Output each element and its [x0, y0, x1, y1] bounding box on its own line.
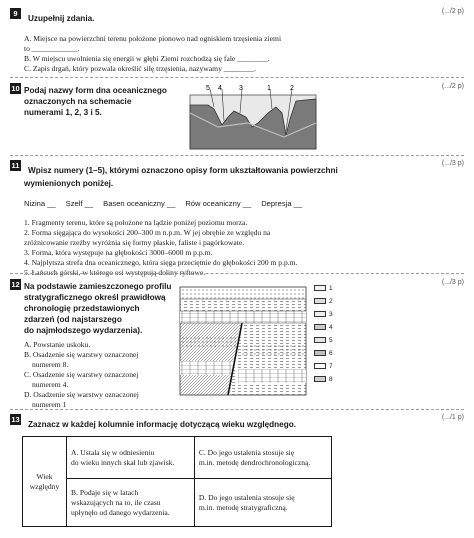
layer-right-block	[230, 323, 306, 395]
cell-d[interactable]: D. Do jego ustalenia stosuje się m.in. metodę stratygraficzną.	[194, 479, 331, 527]
q9-points: (.../2 p)	[441, 8, 464, 15]
q10-title-line-3: numerami 1, 2, 3 i 5.	[24, 108, 102, 117]
q10-header	[10, 83, 180, 117]
q13-points: (.../1 p)	[441, 414, 464, 421]
layer-4-left	[180, 335, 236, 349]
label-3: 3	[239, 85, 243, 92]
form-basen[interactable]: Basen oceaniczny __	[103, 199, 176, 208]
q9-number: 9	[10, 8, 21, 19]
separator	[10, 409, 464, 410]
legend-item-7: 7	[314, 363, 333, 376]
legend-item-6: 6	[314, 350, 333, 363]
q12-title-line-5: do najmłodszego wydarzenia).	[24, 326, 143, 335]
q12-option-b2: numerem 8.	[32, 360, 69, 369]
question-11	[10, 160, 464, 278]
q12-title-line-2: stratygraficznego określ prawidłową	[24, 293, 166, 302]
desc-4: 4. Najpłytsza strefa dna oceanicznego, która sięga przeciętnie do głębokości 200 m p.p.m.	[24, 258, 298, 267]
question-13	[10, 414, 464, 527]
q12-option-a: A. Powstanie uskoku.	[24, 340, 91, 349]
desc-3: 3. Forma, która występuje na głębokości 3000–6000 m p.p.m.	[24, 248, 213, 257]
q11-points: (.../3 p)	[441, 160, 464, 167]
ocean-floor-diagram	[188, 83, 320, 151]
q12-option-d: D. Osadzenie się warstwy oznaczonej	[24, 390, 139, 399]
q12-title	[24, 281, 184, 410]
q13-number: 13	[11, 415, 20, 424]
separator	[10, 77, 464, 78]
q12-title-line-1: Na podstawie zamieszczonego profilu	[24, 282, 172, 291]
question-10	[10, 83, 464, 153]
form-nizina[interactable]: Nizina __	[24, 199, 56, 208]
layer-6-right	[238, 369, 306, 383]
legend-item-2: 2	[314, 298, 333, 311]
cell-a[interactable]: A. Ustala się w odniesieniu do wieku innych skał lub zjawisk.	[67, 437, 195, 479]
cell-c[interactable]: C. Do jego ustalenia stosuje się m.in. metodę dendrochronologiczną.	[194, 437, 331, 479]
q11-number: 11	[11, 161, 20, 170]
label-1: 1	[267, 85, 271, 92]
q11-forms	[24, 199, 464, 208]
separator	[10, 273, 464, 274]
layer-6-left	[180, 361, 234, 375]
q13-title: Zaznacz w każdej kolumnie informację dotyczącą wieku względnego.	[28, 420, 296, 429]
q11-descriptions	[24, 218, 464, 278]
cell-b[interactable]: B. Podaje się w latach wskazujących na to, ile czasu upłynęło od danego wydarzenia.	[67, 479, 195, 527]
form-depresja[interactable]: Depresja __	[261, 199, 303, 208]
question-12	[10, 279, 464, 409]
profile-legend	[314, 285, 333, 389]
layer-1	[180, 287, 306, 299]
q11-title-line-1: Wpisz numery (1–5), którymi oznaczono opisy form ukształtowania powierzchni	[28, 166, 338, 175]
q12-points: (.../3 p)	[441, 279, 464, 286]
row-header: Wiek względny	[23, 437, 67, 527]
legend-item-4: 4	[314, 324, 333, 337]
q9-line-a: A. Miejsce na powierzchni terenu położone pionowo nad ogniskiem trzęsienia ziemi	[24, 34, 282, 43]
q10-title-line-1: Podaj nazwy form dna oceanicznego	[24, 86, 167, 95]
q13-table	[22, 436, 332, 527]
q12-number: 12	[11, 280, 20, 289]
q9-line-b[interactable]: B. W miejscu uwolnienia się energii w głębi Ziemi rozchodzą się fale ________.	[24, 54, 270, 63]
desc-2: 2. Forma sięgająca do wysokości 200–300 m n.p.m. W jej obrębie ze względu na	[24, 228, 271, 237]
q11-header	[10, 160, 464, 189]
layer-left-block	[180, 323, 240, 395]
q9-header	[10, 8, 464, 26]
stratigraphic-profile	[178, 285, 308, 397]
question-9	[10, 8, 464, 74]
legend-item-1: 1	[314, 285, 333, 298]
desc-2b: zróżnicowanie rzeźby wyróżnia się formy płaskie, faliste i pagórkowate.	[24, 238, 245, 247]
separator	[10, 155, 464, 156]
q13-header	[10, 414, 464, 432]
q12-option-c: C. Osadzenie się warstwy oznaczonej	[24, 370, 139, 379]
layer-4-right	[240, 343, 306, 357]
layer-3	[180, 311, 306, 323]
q11-title-line-2: wymienionych poniżej.	[24, 179, 114, 188]
legend-item-5: 5	[314, 337, 333, 350]
desc-1: 1. Fragmenty terenu, które są położone na lądzie poniżej poziomu morza.	[24, 218, 248, 227]
form-row[interactable]: Rów oceaniczny __	[185, 199, 252, 208]
q10-number: 10	[11, 84, 20, 93]
q12-title-line-4: zdarzeń (od najstarszego	[24, 315, 122, 324]
layer-2	[180, 299, 306, 311]
label-4: 4	[218, 85, 222, 92]
q12-title-line-3: chronologię przedstawionych	[24, 304, 140, 313]
q12-option-b: B. Osadzenie się warstwy oznaczonej	[24, 350, 139, 359]
legend-item-3: 3	[314, 311, 333, 324]
desc-5: 5. Łańcuch górski, w którego osi występują doliny ryftowe.	[24, 268, 206, 277]
q9-title: Uzupełnij zdania.	[28, 14, 95, 23]
q9-line-c[interactable]: C. Zapis drgań, który pozwala określić siłę trzęsienia, nazywamy ________.	[24, 64, 257, 73]
form-szelf[interactable]: Szelf __	[65, 199, 94, 208]
q9-line-a2[interactable]: to ____________.	[24, 44, 80, 53]
q12-option-c2: numerem 4.	[32, 380, 69, 389]
q12-option-d2: numerem 1	[32, 400, 67, 409]
legend-item-8: 8	[314, 376, 333, 389]
label-2: 2	[290, 85, 294, 92]
label-5: 5	[206, 85, 210, 92]
q10-title-line-2: oznaczonych na schemacie	[24, 97, 132, 106]
q10-points: (.../2 p)	[441, 83, 464, 90]
